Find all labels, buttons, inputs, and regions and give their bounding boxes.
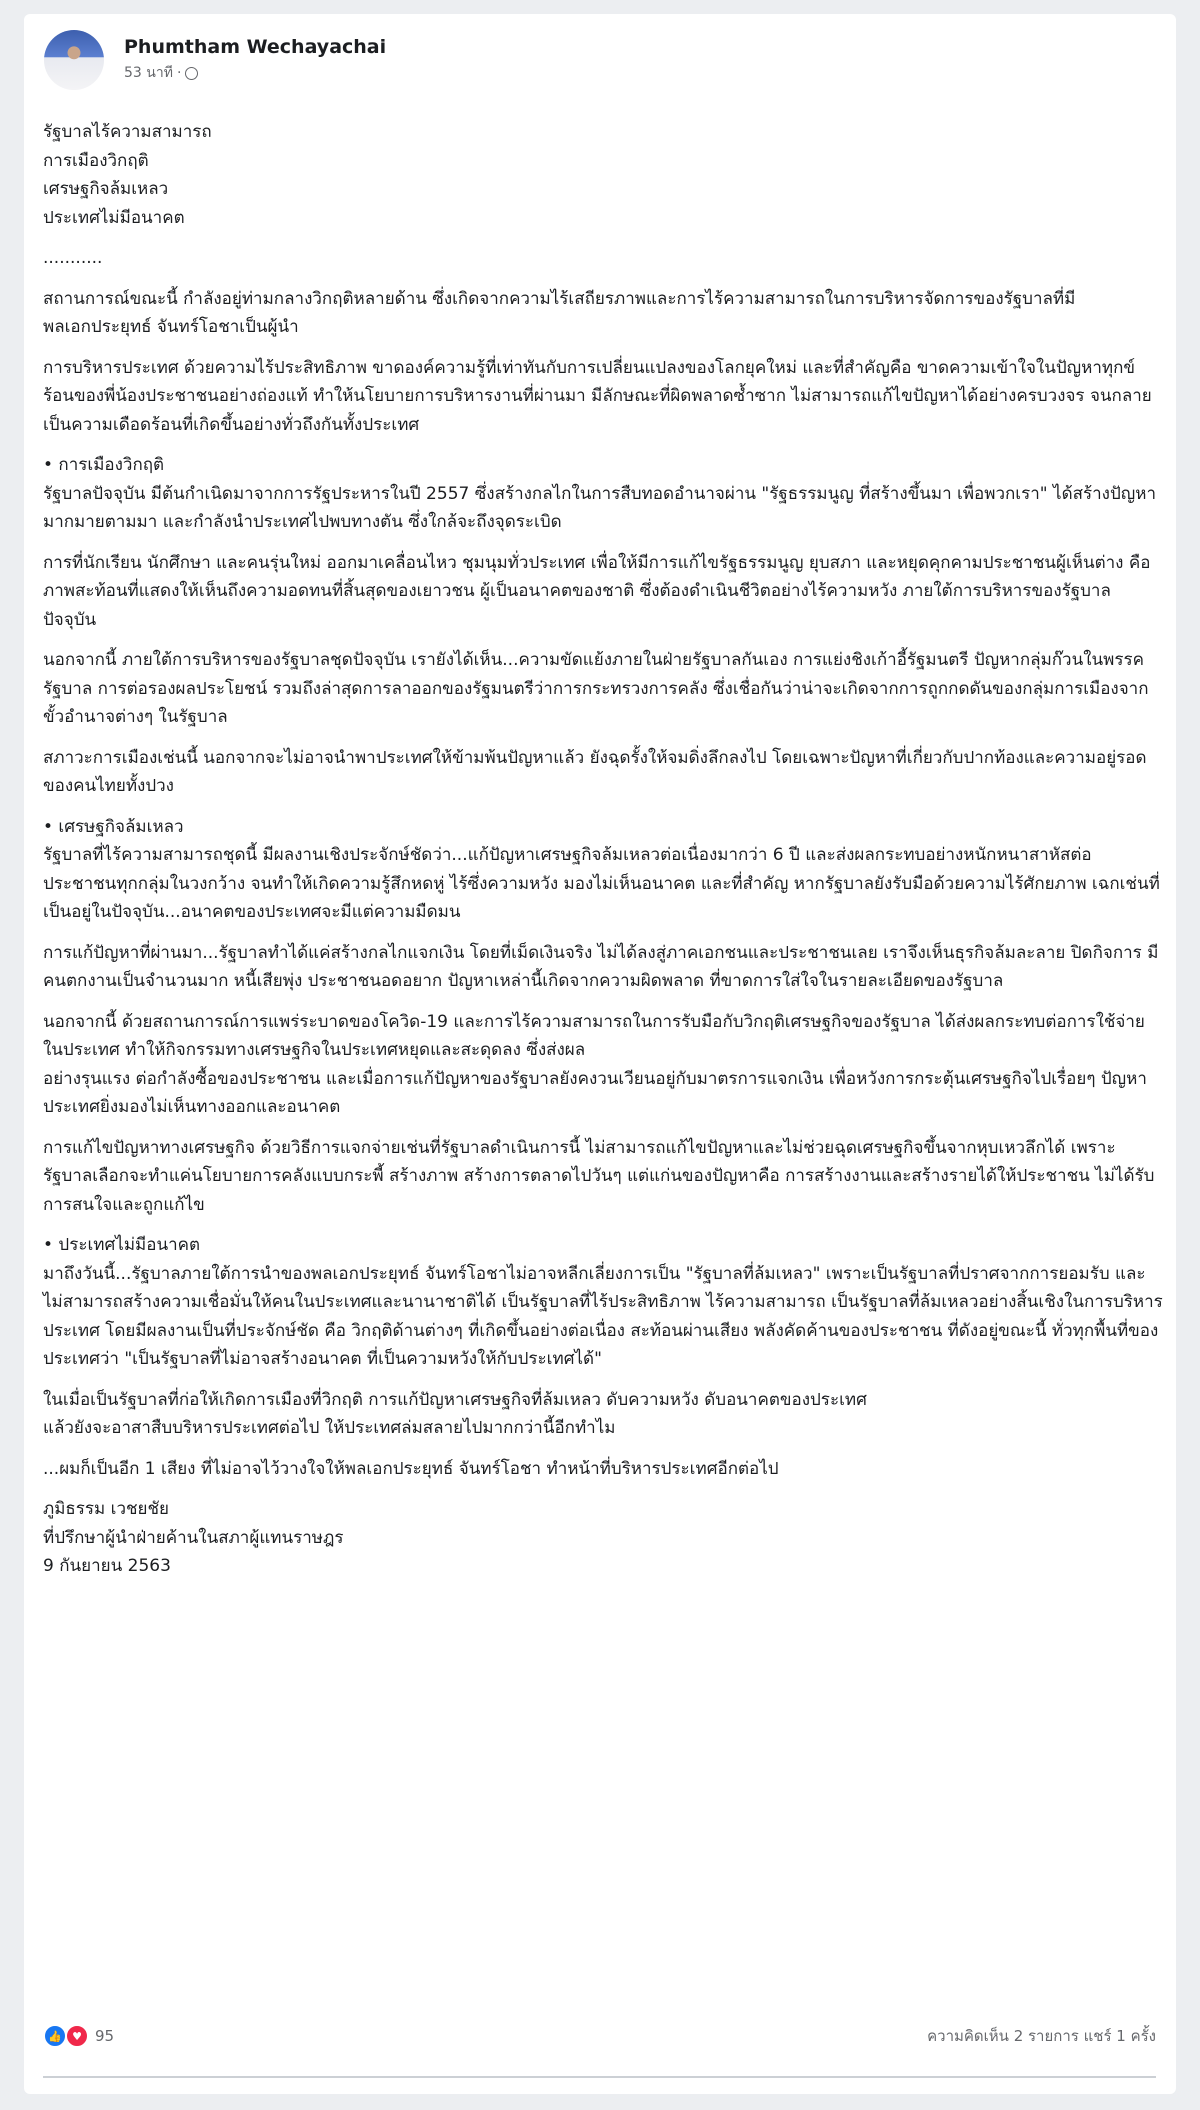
post-paragraph: ........... [43, 248, 103, 268]
post-paragraph: • เศรษฐกิจล้มเหลว รัฐบาลที่ไร้ความสามารถชุดนี้ มีผลงานเชิงประจักษ์ชัดว่า...แก้ปัญหาเศรษฐกิจล้มเหลวต่อเนื่องมากว่า 6 ปี และส่งผลกระทบอย่างหนักหนาสาหัสต่อประชาชนทุกกลุ่มในวงกว้าง จนทำให้เกิดความรู้สึกหดหู่ ไร้ซึ่งความหวัง มองไม่เห็นอนาคต และที่สำคัญ หากรัฐบาลยังรับมือด้วยความไร้ศักยภาพ เฉกเช่นที่เป็นอยู่ในปัจจุบัน...อนาคตของประเทศจะมีแต่ความมืดมน [43, 816, 1160, 922]
post-time[interactable]: 53 นาที [124, 65, 173, 81]
post-paragraph: การที่นักเรียน นักศึกษา และคนรุ่นใหม่ ออกมาเคลื่อนไหว ชุมนุมทั่วประเทศ เพื่อให้มีการแก้ไขรัฐธรรมนูญ ยุบสภา และหยุดคุกคามประชาชนผู้เห็นต่าง คือภาพสะท้อนที่แสดงให้เห็นถึงความอดทนที่สิ้นสุดของเยาวชน ผู้เป็นอนาคตของชาติ ซึ่งต้องดำเนินชีวิตอย่างไร้ความหวัง ภายใต้การบริหารของรัฐบาลปัจจุบัน [43, 552, 1151, 630]
post-body [43, 118, 1163, 1593]
like-icon: 👍 [43, 2024, 67, 2048]
post-footer [43, 2024, 1156, 2048]
comments-shares-count[interactable]: ความคิดเห็น 2 รายการ แชร์ 1 ครั้ง [927, 2027, 1156, 2045]
globe-icon [185, 67, 198, 80]
post-paragraph: • การเมืองวิกฤติ รัฐบาลปัจจุบัน มีต้นกำเนิดมาจากการรัฐประหารในปี 2557 ซึ่งสร้างกลไกในการสืบทอดอำนาจผ่าน "รัฐธรรมนูญ ที่สร้างขึ้นมา เพื่อพวกเรา" ได้สร้างปัญหามากมายตามมา และกำลังนำประเทศไปพบทางตัน ซึ่งใกล้จะถึงจุดระเบิด [43, 455, 1156, 532]
post-paragraph: • ประเทศไม่มีอนาคต มาถึงวันนี้...รัฐบาลภายใต้การนำของพลเอกประยุทธ์ จันทร์โอชาไม่อาจหลีกเลี่ยงการเป็น "รัฐบาลที่ล้มเหลว" เพราะเป็นรัฐบาลที่ปราศจากการยอมรับ และไม่สามารถสร้างความเชื่อมั่นให้คนในประเทศและนานาชาติได้ เป็นรัฐบาลที่ไร้ประสิทธิภาพ ไร้ความสามารถ เป็นรัฐบาลที่ล้มเหลวอย่างสิ้นเชิงในการบริหารประเทศ โดยมีผลงานเป็นที่ประจักษ์ชัด คือ วิกฤติด้านต่างๆ ที่เกิดขึ้นอย่างต่อเนื่อง สะท้อนผ่านเสียง พลังคัดค้านของประชาชน ที่ดังอยู่ขณะนี้ ทั่วทุกพื้นที่ของประเทศว่า "เป็นรัฐบาลที่ไม่อาจสร้างอนาคต ที่เป็นความหวังให้กับประเทศได้" [43, 1235, 1163, 1369]
post-paragraph: สถานการณ์ขณะนี้ กำลังอยู่ท่ามกลางวิกฤติหลายด้าน ซึ่งเกิดจากความไร้เสถียรภาพและการไร้ความสามารถในการบริหารจัดการของรัฐบาลที่มี พลเอกประยุทธ์ จันทร์โอชาเป็นผู้นำ [43, 288, 1076, 337]
post-meta [124, 62, 386, 84]
post-paragraph: การแก้ปัญหาที่ผ่านมา...รัฐบาลทำได้แค่สร้างกลไกแจกเงิน โดยที่เม็ดเงินจริง ไม่ได้ลงสู่ภาคเอกชนและประชาชนเลย เราจึงเห็นธุรกิจล้มละลาย ปิดกิจการ มีคนตกงานเป็นจำนวนมาก หนี้เสียพุ่ง ประชาชนอดอยาก ปัญหาเหล่านี้เกิดจากความผิดพลาด ที่ขาดการใส่ใจในรายละเอียดของรัฐบาล [43, 942, 1159, 991]
author-name[interactable]: Phumtham Wechayachai [124, 36, 387, 58]
post-paragraph: นอกจากนี้ ภายใต้การบริหารของรัฐบาลชุดปัจจุบัน เรายังได้เห็น...ความขัดแย้งภายในฝ่ายรัฐบาลกันเอง การแย่งชิงเก้าอี้รัฐมนตรี ปัญหากลุ่มก๊วนในพรรครัฐบาล การต่อรองผลประโยชน์ รวมถึงล่าสุดการลาออกของรัฐมนตรีว่าการกระทรวงการคลัง ซึ่งเชื่อกันว่าน่าจะเกิดจากการถูกกดดันของกลุ่มการเมืองจากขั้วอำนาจต่างๆ ในรัฐบาล [43, 650, 1149, 727]
post-paragraph: สภาวะการเมืองเช่นนี้ นอกจากจะไม่อาจนำพาประเทศให้ข้ามพ้นปัญหาแล้ว ยังฉุดรั้งให้จมดิ่งลึกลงไป โดยเฉพาะปัญหาที่เกี่ยวกับปากท้องและความอยู่รอดของคนไทยทั้งปวง [43, 747, 1147, 796]
post-paragraph: การบริหารประเทศ ด้วยความไร้ประสิทธิภาพ ขาดองค์ความรู้ที่เท่าทันกับการเปลี่ยนแปลงของโลกยุคใหม่ และที่สำคัญคือ ขาดความเข้าใจในปัญหาทุกข์ร้อนของพี่น้องประชาชนอย่างถ่องแท้ ทำให้นโยบายการบริหารงานที่ผ่านมา มีลักษณะที่ผิดพลาดซ้ำซาก ไม่สามารถแก้ไขปัญหาได้อย่างครบวงจร จนกลายเป็นความเดือดร้อนที่เกิดขึ้นอย่างทั่วถึงกันทั้งประเทศ [43, 357, 1152, 435]
love-icon: ♥ [65, 2024, 89, 2048]
post-paragraph: รัฐบาลไร้ความสามารถ การเมืองวิกฤติ เศรษฐกิจล้มเหลว ประเทศไม่มีอนาคต [43, 122, 212, 228]
post-card [24, 14, 1176, 2094]
reactions-summary[interactable] [43, 2024, 114, 2048]
reaction-count[interactable]: 95 [95, 2027, 115, 2045]
post-paragraph: ในเมื่อเป็นรัฐบาลที่ก่อให้เกิดการเมืองที่วิกฤติ การแก้ปัญหาเศรษฐกิจที่ล้มเหลว ดับความหวัง ดับอนาคตของประเทศ แล้วยังจะอาสาสืบบริหารประเทศต่อไป ให้ประเทศล่มสลายไปมากกว่านี้อีกทำไม [43, 1389, 867, 1438]
post-signature: ภูมิธรรม เวชยชัย ที่ปรึกษาผู้นำฝ่ายค้านในสภาผู้แทนราษฎร 9 กันยายน 2563 [43, 1499, 344, 1576]
post-paragraph: การแก้ไขปัญหาทางเศรษฐกิจ ด้วยวิธีการแจกจ่ายเช่นที่รัฐบาลดำเนินการนี้ ไม่สามารถแก้ไขปัญหาและไม่ช่วยฉุดเศรษฐกิจขึ้นจากหุบเหวลึกได้ เพราะรัฐบาลเลือกจะทำแค่นโยบายการคลังแบบกระพี้ สร้างภาพ สร้างการตลาดไปวันๆ แต่แก่นของปัญหาคือ การสร้างงานและสร้างรายได้ให้ประชาชน ไม่ได้รับการสนใจและถูกแก้ไข [43, 1137, 1155, 1215]
post-header [44, 30, 386, 90]
separator: · [176, 65, 182, 81]
author-avatar[interactable] [44, 30, 104, 90]
footer-divider [43, 2076, 1156, 2078]
post-paragraph: นอกจากนี้ ด้วยสถานการณ์การแพร่ระบาดของโควิด-19 และการไร้ความสามารถในการรับมือกับวิกฤติเศรษฐกิจของรัฐบาล ได้ส่งผลกระทบต่อการใช้จ่ายในประเทศ ทำให้กิจกรรมทางเศรษฐกิจในประเทศหยุดและสะดุดลง ซึ่งส่งผล อย่างรุนแรง ต่อกำลังซื้อของประชาชน และเมื่อการแก้ปัญหาของรัฐบาลยังคงวนเวียนอยู่กับมาตรการแจกเงิน เพื่อหวังการกระตุ้นเศรษฐกิจไปเรื่อยๆ ปัญหาประเทศยิ่งมองไม่เห็นทางออกและอนาคต [43, 1011, 1147, 1117]
post-paragraph: ...ผมก็เป็นอีก 1 เสียง ที่ไม่อาจไว้วางใจให้พลเอกประยุทธ์ จันทร์โอชา ทำหน้าที่บริหารประเทศอีกต่อไป [43, 1458, 779, 1479]
